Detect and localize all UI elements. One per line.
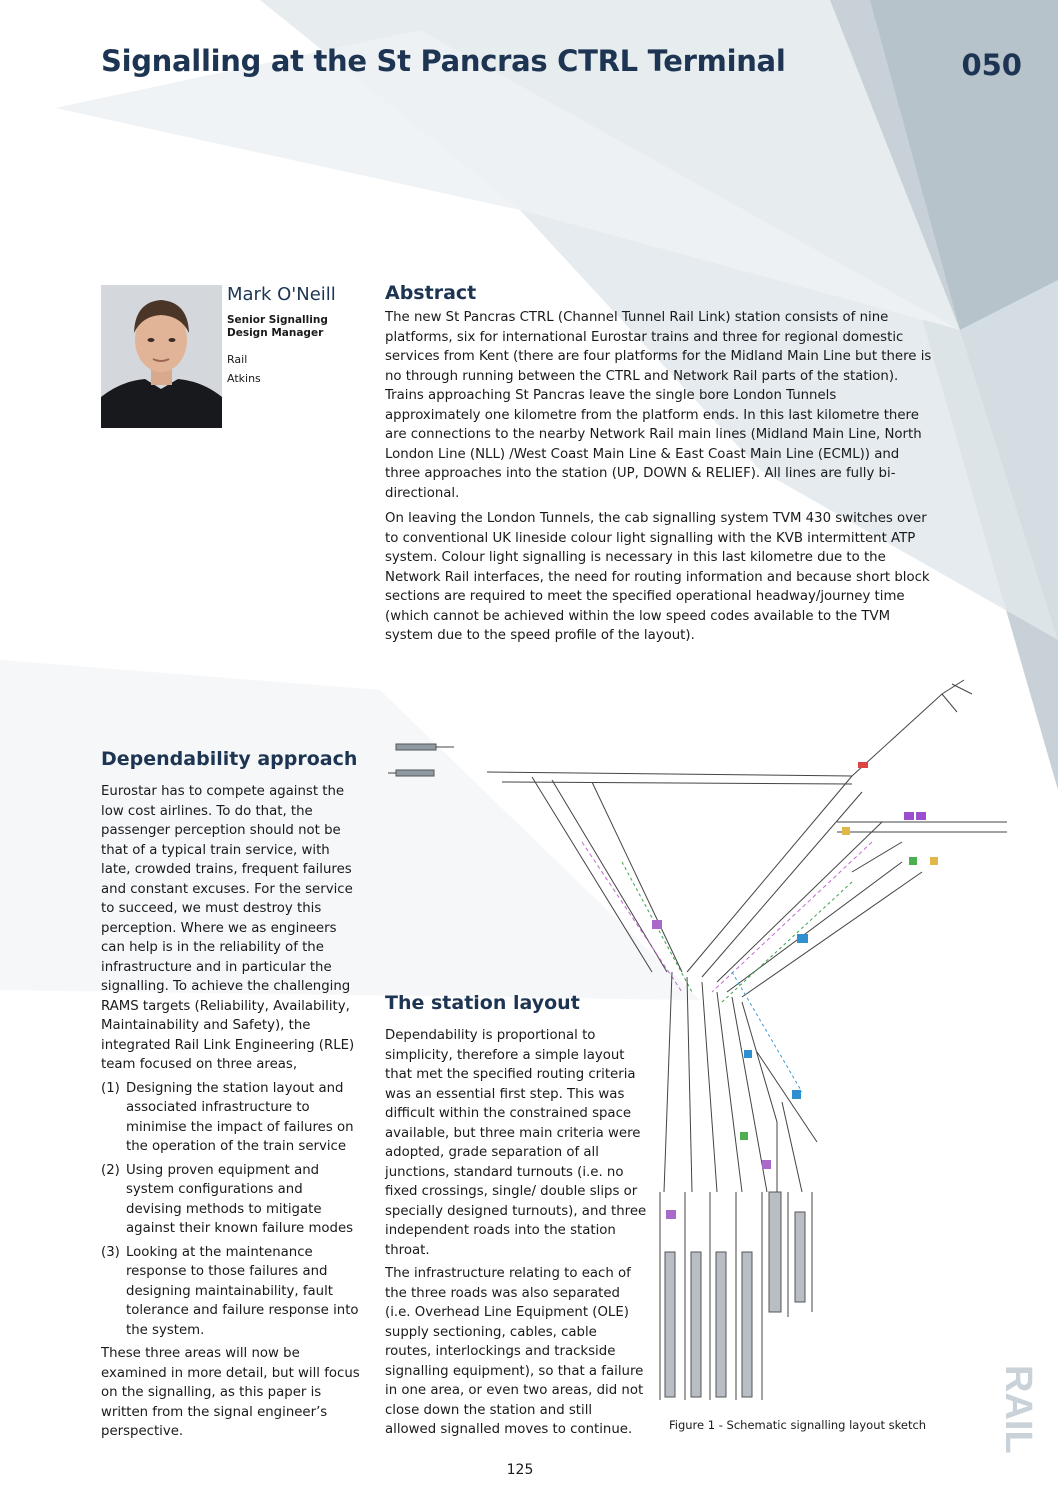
author-division: Rail — [227, 353, 248, 366]
page-number: 125 — [506, 1462, 534, 1478]
section-tag — [958, 1365, 1039, 1454]
abstract-heading: Abstract — [385, 282, 477, 304]
station-paragraph: Dependability is proportional to simplicity, therefore a simple layout that met the specified routing criteria was an essential first step. This was difficult within the constrained space available, but three main criteria were adopted, grade separation of all junctions, standard turnouts (i.e. no fixed crossings, single/ double slips or specially designed turnouts), and three independent roads into the station throat. — [385, 1028, 647, 1258]
signalling-layout-figure — [382, 672, 1010, 1407]
station-paragraph: The infrastructure relating to each of the three roads was also separated (i.e. Overhead Line Equipment (OLE) supply sectioning, cables, cable routes, interlockings and trackside signalling equipment), so that a failure in one area, or even two areas, did not close down the station and still allowed signalled moves to continue. — [385, 1266, 644, 1437]
dependability-body — [101, 782, 361, 1446]
section-tag-text: RAIL — [997, 1365, 1039, 1454]
dependability-list — [101, 1079, 361, 1341]
author-organisation: Atkins — [227, 372, 261, 385]
list-item: (1) Designing the station layout and associated infrastructure to minimise the impact of failures on the operation of the train service — [101, 1080, 354, 1154]
author-name: Mark O'Neill — [227, 284, 336, 305]
station-layout-heading: The station layout — [385, 992, 580, 1014]
list-item: (3) Looking at the maintenance response to those failures and designing maintainability, fault tolerance and failure response into the system. — [101, 1244, 359, 1338]
author-role: Senior Signalling Design Manager — [227, 314, 328, 339]
figure-caption: Figure 1 - Schematic signalling layout sketch — [669, 1418, 927, 1432]
dependability-intro: Eurostar has to compete against the low cost airlines. To do that, the passenger perception should not be that of a typical train service, with late, crowded trains, frequent failures and constant excuses. For the service to succeed, we must destroy this perception. Where we as engineers can help is in the reliability of the infrastructure and in particular the signalling. To achieve the challenging RAMS targets (Reliability, Availability, Maintainability and Safety), the integrated Rail Link Engineering (RLE) team focused on three areas, — [101, 784, 355, 1072]
list-item: (2) Using proven equipment and system configurations and devising methods to mitigate against their known failure modes — [101, 1162, 354, 1236]
abstract-body — [385, 308, 933, 652]
abstract-paragraph: The new St Pancras CTRL (Channel Tunnel Rail Link) station consists of nine platforms, six for international Eurostar trains and three for regional domestic services from Kent (there are four platforms for the Midland Main Line but there is no through running between the CTRL and Network Rail parts of the station). Trains approaching St Pancras leave the single bore London Tunnels approximately one kilometre from the platform ends. In this last kilometre there are connections to the nearby Network Rail main lines (Midland Main Line, North London Line (NLL) /West Coast Main Line & East Coast Main Line (ECML)) and three approaches into the station (UP, DOWN & RELIEF). All lines are fully bi-directional. — [385, 310, 932, 501]
dependability-heading: Dependability approach — [101, 748, 358, 770]
author-photo — [101, 285, 222, 428]
dependability-outro: These three areas will now be examined in more detail, but will focus on the signalling, as this paper is written from the signal engineer’s perspective. — [101, 1346, 360, 1439]
page-title: Signalling at the St Pancras CTRL Terminal — [101, 44, 786, 78]
abstract-paragraph: On leaving the London Tunnels, the cab signalling system TVM 430 switches over to conventional UK lineside colour light signalling with the KVB intermittent ATP system. Colour light signalling is necessary in this last kilometre due to the Network Rail interfaces, the need for routing information and because short block sections are required to meet the specified operational headway/journey time (which cannot be achieved within the low speed codes available to the TVM system due to the speed profile of the layout). — [385, 511, 930, 643]
paper-number: 050 — [961, 48, 1022, 82]
